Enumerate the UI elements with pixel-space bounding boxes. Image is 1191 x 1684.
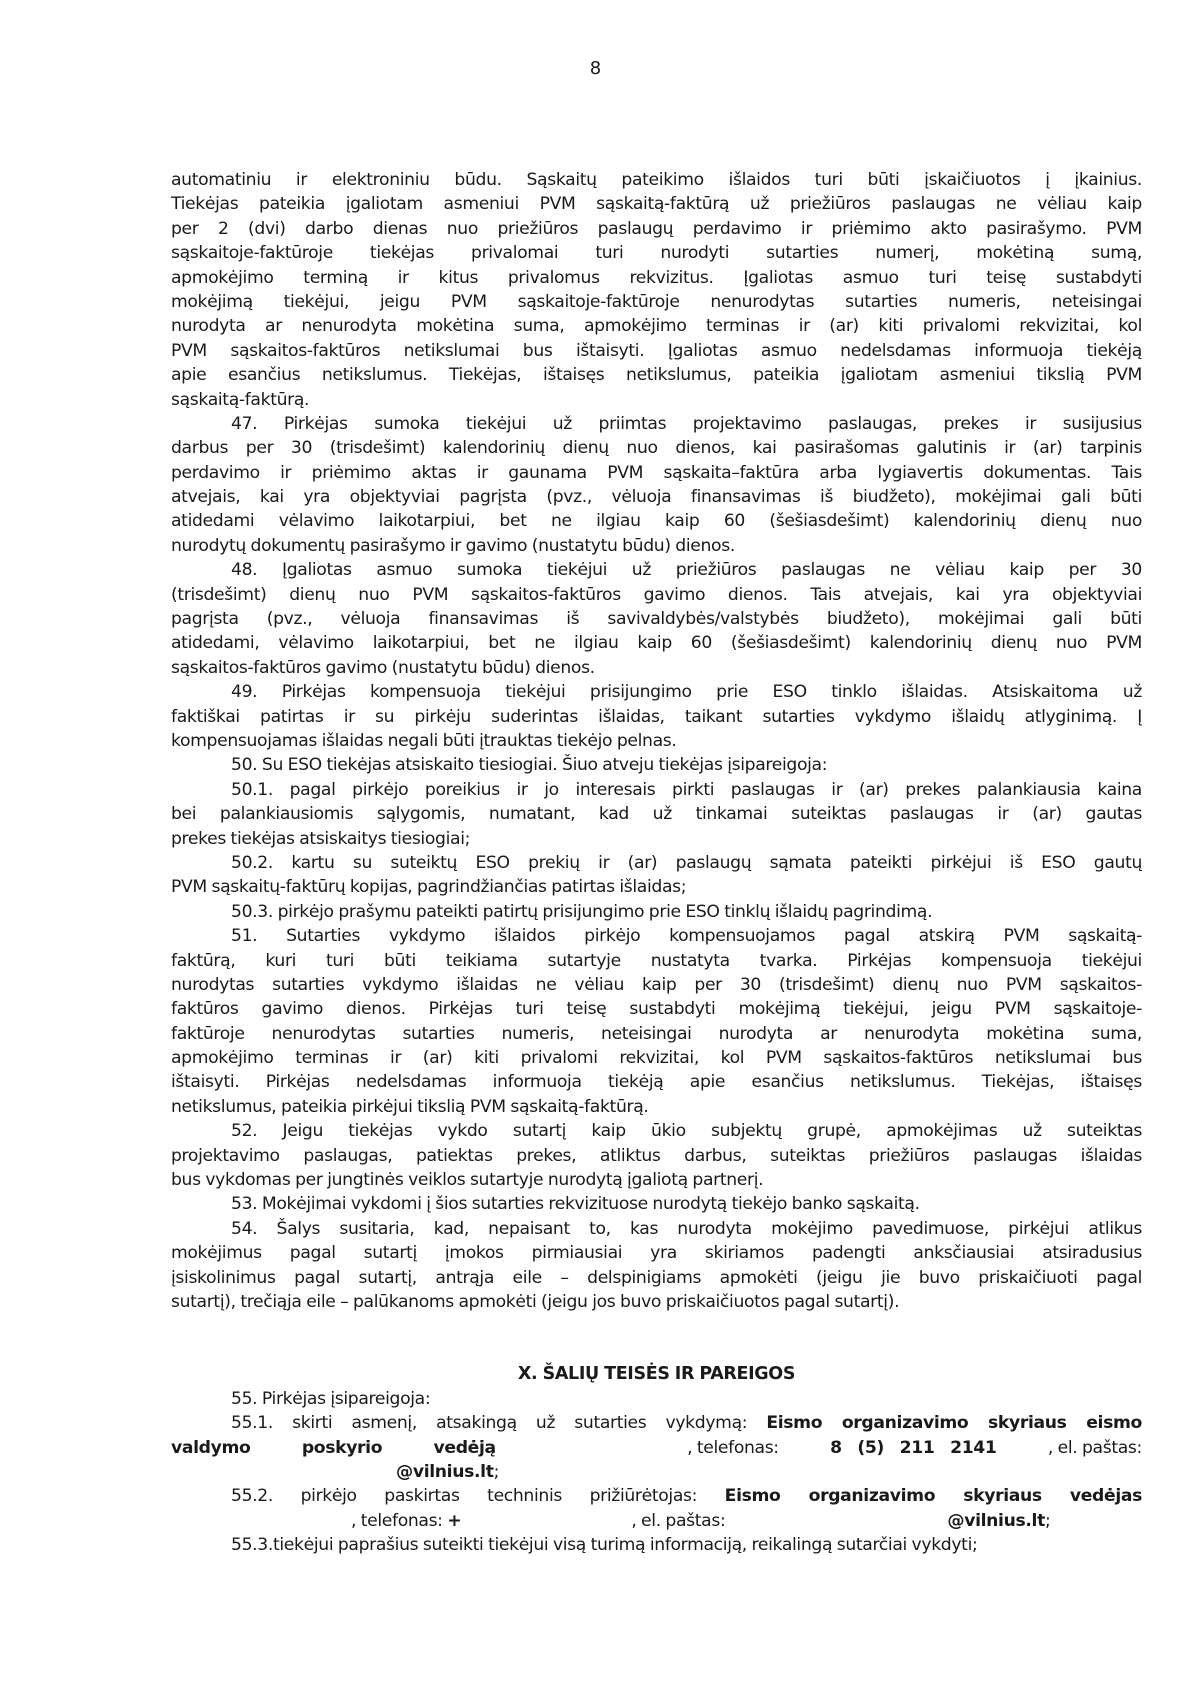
paragraph-p50: [171, 753, 1142, 777]
text-line: atidedami, vėlavimo laikotarpiui, bet ne ilgiau kaip 60 (šešiasdešimt) kalendorinių dienų nuo PVM: [171, 633, 1142, 654]
responsible-unit: Eismo organizavimo skyriaus eismo: [766, 1413, 1142, 1434]
clause-55-1-line-2: [171, 1436, 1142, 1460]
text-line: 50.3. pirkėjo prašymu pateikti patirtų prisijungimo prie ESO tinklų išlaidų pagrindimą.: [231, 901, 933, 922]
text-line: įsiskolinimus pagal sutartį, antrąja eile – delspinigiams apmokėti (jeigu jie buvo priskaičiuoti pagal: [171, 1267, 1142, 1288]
text-line: perdavimo ir priėmimo aktas ir gaunama PVM sąskaita–faktūra arba lygiavertis dokumentas. Tais: [171, 462, 1142, 483]
text-line: bus vykdomas per jungtinės veiklos sutartyje nurodytą įgaliotą partnerį.: [171, 1170, 764, 1191]
text-line: per 2 (dvi) darbo dienas nuo priežiūros paslaugų perdavimo ir priėmimo akto pasirašymo. PVM: [171, 218, 1142, 239]
responsible-role-word-2: poskyrio: [301, 1437, 383, 1458]
responsible-role-word-3: vedėją: [433, 1437, 496, 1458]
text-line: automatiniu ir elektroniniu būdu. Sąskaitų pateikimo išlaidos turi būti įskaičiuotos į įkainius.: [171, 170, 1142, 190]
text-line: apmokėjimo terminą ir kitus privalomus rekvizitus. Įgaliotas asmuo turi teisę sustabdyti: [171, 267, 1142, 288]
phone-value: 8 (5) 211 2141: [830, 1437, 997, 1458]
text-line: faktiškai patirtas ir su pirkėju suderintas išlaidas, taikant sutarties vykdymo išlaidų atlyginimą. Į: [171, 706, 1142, 727]
paragraph-p51: [171, 924, 1142, 1119]
paragraph-p47: [171, 412, 1142, 558]
text-line: sąskaitą-faktūrą.: [171, 389, 310, 410]
clause-55-2-line-1: [171, 1484, 1142, 1508]
text-line: 51. Sutarties vykdymo išlaidos pirkėjo kompensuojamos pagal atskirą PVM sąskaitą-: [231, 926, 1142, 947]
page-number: 8: [589, 58, 602, 79]
text-line: faktūroje nenurodytas sutarties numeris, neteisingai nurodyta ar nenurodyta mokėtina suma,: [171, 1023, 1142, 1044]
text-line: PVM sąskaitos-faktūros netikslumai bus ištaisyti. Įgaliotas asmuo nedelsdamas informuoja tiekėją: [171, 340, 1142, 361]
supervisor-phone-label: , telefonas:: [351, 1510, 448, 1531]
text-line: PVM sąskaitų-faktūrų kopijas, pagrindžiančias patirtas išlaidas;: [171, 877, 687, 898]
text-line: netikslumus, pateikia pirkėjui tikslią PVM sąskaitą-faktūrą.: [171, 1096, 649, 1117]
text-line: nurodytų dokumentų pasirašymo ir gavimo (nustatytu būdu) dienos.: [171, 535, 735, 556]
clause-55-2-line-2: [171, 1509, 1142, 1533]
paragraph-p50-3: [171, 900, 1142, 924]
text-line: pagrįsta (pvz., vėluoja finansavimas iš savivaldybės/valstybės biudžeto), mokėjimai gali būti: [171, 609, 1142, 630]
text-line: 50. Su ESO tiekėjas atsiskaito tiesiogiai. Šiuo atveju tiekėjas įsipareigoja:: [231, 755, 828, 776]
email-value: @vilnius.lt: [396, 1461, 494, 1482]
email-suffix: ;: [493, 1461, 500, 1482]
text-line: (trisdešimt) dienų nuo PVM sąskaitos-faktūros gavimo dienos. Tais atvejais, kai yra objektyviai: [171, 584, 1142, 605]
supervisor-phone-value: +: [447, 1510, 462, 1531]
text-line: 53. Mokėjimai vykdomi į šios sutarties rekvizituose nurodytą tiekėjo banko sąskaitą.: [231, 1194, 920, 1215]
clause-55-1-line-1: [171, 1411, 1142, 1435]
clause-55-1-prefix: 55.1. skirti asmenį, atsakingą už sutarties vykdymą:: [231, 1413, 767, 1434]
text-line: 52. Jeigu tiekėjas vykdo sutartį kaip ūkio subjektų grupė, apmokėjimas už suteiktas: [231, 1121, 1142, 1142]
text-line: 48. Įgaliotas asmuo sumoka tiekėjui už priežiūros paslaugas ne vėliau kaip per 30: [231, 560, 1142, 581]
text-line: atvejais, kai yra objektyviai pagrįsta (pvz., vėluoja finansavimas iš biudžeto), mokėjimai gali būti: [171, 487, 1142, 508]
paragraph-p50-1: [171, 778, 1142, 851]
text-line: sąskaitos-faktūros gavimo (nustatytu būdu) dienos.: [171, 657, 595, 678]
text-line: 54. Šalys susitaria, kad, nepaisant to, kas nurodyta mokėjimo pavedimuose, pirkėjui atlikus: [231, 1218, 1142, 1239]
text-line: ištaisyti. Pirkėjas nedelsdamas informuoja tiekėją apie esančius netikslumus. Tiekėjas, ištaisęs: [171, 1072, 1142, 1093]
paragraphs: [171, 168, 1142, 1314]
text-line: 47. Pirkėjas sumoka tiekėjui už priimtas projektavimo paslaugas, prekes ir susijusius: [231, 413, 1142, 434]
paragraph-p54: [171, 1217, 1142, 1315]
clause-55-2-prefix: 55.2. pirkėjo paskirtas techninis prižiūrėtojas:: [231, 1486, 725, 1507]
supervisor-unit: Eismo organizavimo skyriaus vedėjas: [724, 1486, 1142, 1507]
text-line: darbus per 30 (trisdešimt) kalendorinių dienų nuo dienos, kai pasirašomas galutinis ir (ar) tarpinis: [171, 438, 1142, 459]
text-line: nurodytas sutarties vykdymo išlaidas ne vėliau kaip per 30 (trisdešimt) dienų nuo PVM sąskaitos-: [171, 974, 1142, 995]
paragraph-p46-cont: [171, 168, 1142, 412]
paragraph-p52: [171, 1119, 1142, 1192]
text-line: sutartį), trečiąja eile – palūkanoms apmokėti (jeigu jos buvo priskaičiuotos pagal sutartį).: [171, 1291, 900, 1312]
text-line: 50.1. pagal pirkėjo poreikius ir jo interesais pirkti paslaugas ir (ar) prekes palankiausia kaina: [231, 779, 1142, 800]
paragraph-p50-2: [171, 851, 1142, 900]
paragraph-p49: [171, 680, 1142, 753]
supervisor-email-suffix: ;: [1044, 1510, 1051, 1531]
supervisor-email-value: @vilnius.lt: [947, 1510, 1045, 1531]
text-line: mokėjimus pagal sutartį įmokos pirmiausiai yra skiriamos padengti anksčiausiai atsiradusius: [171, 1243, 1142, 1264]
text-line: sąskaitoje-faktūroje tiekėjas privalomai turi nurodyti sutarties numerį, mokėtiną sumą,: [171, 243, 1142, 264]
clause-55-3: 55.3.tiekėjui paprašius suteikti tiekėjui visą turimą informaciją, reikalingą sutarčiai vykdyti;: [231, 1535, 978, 1556]
text-line: 50.2. kartu su suteiktų ESO prekių ir (ar) paslaugų sąmata pateikti pirkėjui iš ESO gautų: [231, 852, 1142, 873]
paragraph-p53: [171, 1192, 1142, 1216]
text-line: mokėjimą tiekėjui, jeigu PVM sąskaitoje-faktūroje nenurodytas sutarties numeris, neteisingai: [171, 291, 1142, 312]
text-line: projektavimo paslaugas, patiektas prekes, atliktus darbus, suteiktas priežiūros paslaugas išlaidas: [171, 1145, 1142, 1166]
section-heading: X. ŠALIŲ TEISĖS IR PAREIGOS: [517, 1364, 796, 1385]
text-line: apmokėjimo terminas ir (ar) kiti privalomi rekvizitai, kol PVM sąskaitos-faktūros netikslumai bus: [171, 1048, 1142, 1069]
text-line: nurodyta ar nenurodyta mokėtina suma, apmokėjimo terminas ir (ar) kiti privalomi rekvizitai, kol: [171, 316, 1142, 337]
text-line: faktūros gavimo dienos. Pirkėjas turi teisę sustabdyti mokėjimą tiekėjui, jeigu PVM sąskaitoje-: [171, 999, 1142, 1020]
phone-label: , telefonas:: [687, 1437, 779, 1458]
text-line: atidedami vėlavimo laikotarpiui, bet ne ilgiau kaip 60 (šešiasdešimt) kalendorinių dienų nuo: [171, 511, 1142, 532]
clause-55-1-line-3: [171, 1460, 1142, 1484]
clause-55-intro: 55. Pirkėjas įsipareigoja:: [231, 1388, 431, 1409]
paragraph-p48: [171, 558, 1142, 680]
section-gap: [171, 1314, 1142, 1362]
document-body: [171, 168, 1142, 1557]
text-line: bei palankiausiomis sąlygomis, numatant, kad už tinkamai suteiktas paslaugas ir (ar) gautas: [171, 804, 1142, 825]
text-line: 49. Pirkėjas kompensuoja tiekėjui prisijungimo prie ESO tinklo išlaidas. Atsiskaitoma už: [231, 682, 1142, 703]
text-line: kompensuojamas išlaidas negali būti įtrauktas tiekėjo pelnas.: [171, 730, 677, 751]
supervisor-email-label: , el. paštas:: [631, 1510, 726, 1531]
email-label: , el. paštas:: [1047, 1437, 1142, 1458]
text-line: prekes tiekėjas atsiskaitys tiesiogiai;: [171, 828, 471, 849]
text-line: apie esančius netikslumus. Tiekėjas, ištaisęs netikslumus, pateikia įgaliotam asmeniui tikslią PVM: [171, 365, 1142, 386]
responsible-role-word-1: valdymo: [171, 1437, 251, 1458]
text-line: faktūrą, kuri turi būti teikiama sutartyje nustatyta tvarka. Pirkėjas kompensuoja tiekėjui: [171, 950, 1142, 971]
text-line: Tiekėjas pateikia įgaliotam asmeniui PVM sąskaitą-faktūrą už priežiūros paslaugas ne vėliau kaip: [171, 194, 1142, 215]
